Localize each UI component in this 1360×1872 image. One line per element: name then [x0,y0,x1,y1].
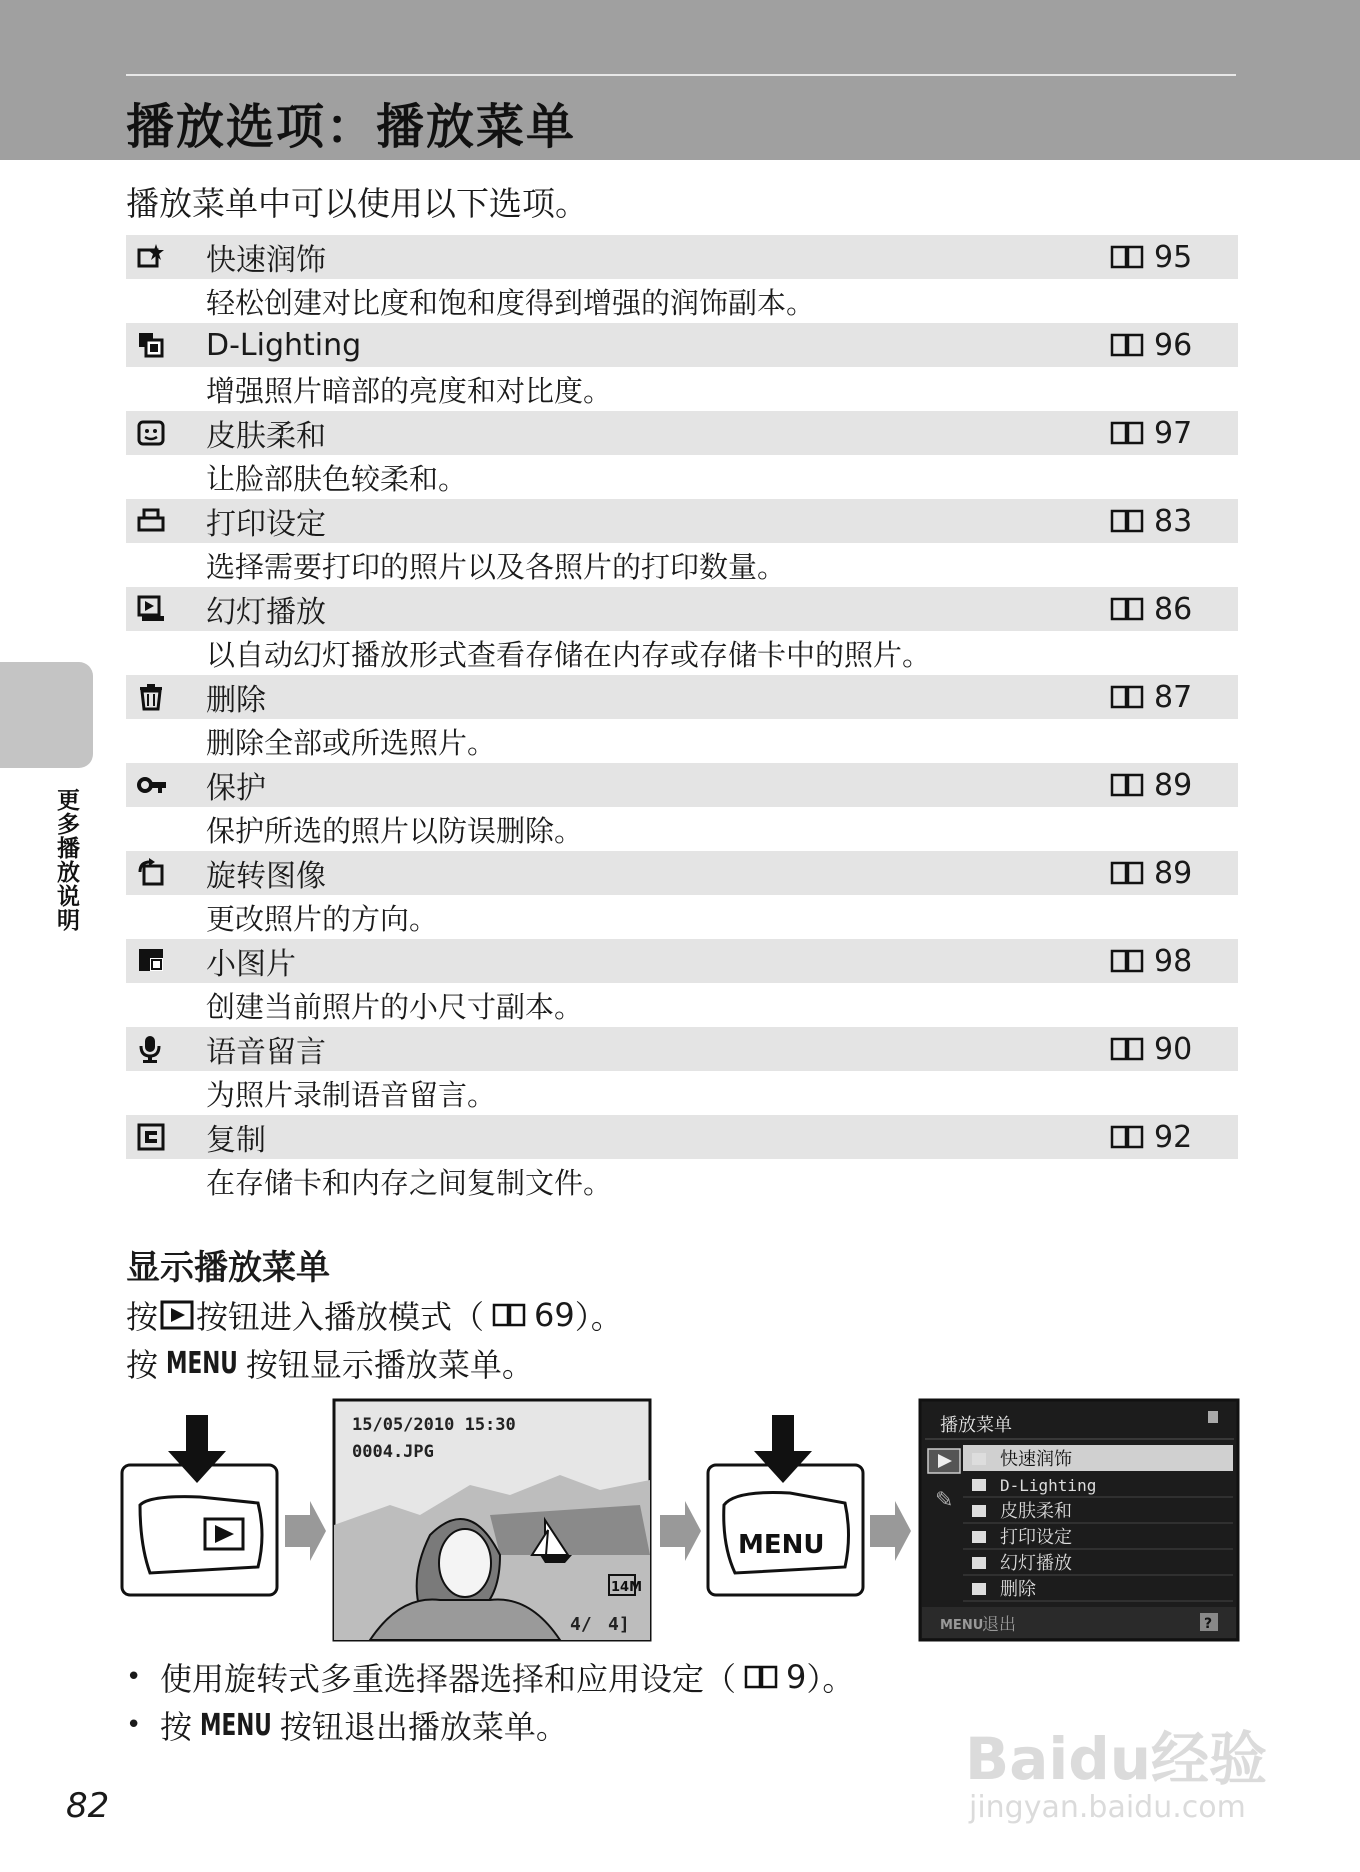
camera-lcd-photo [334,1400,650,1640]
book-reference-icon [1110,244,1144,270]
screen-footer-exit: 退出 [982,1615,1016,1635]
instruction-text: 按钮显示播放菜单。 [245,1346,534,1384]
book-reference-icon [1110,1124,1144,1150]
option-name: 旋转图像 [206,859,326,894]
book-reference-icon [1110,684,1144,710]
option-description: 为照片录制语音留言。 [206,1077,497,1112]
book-reference-icon [744,1664,778,1690]
option-page-ref [1110,768,1238,803]
slideshow-icon [126,594,206,624]
option-name: 快速润饰 [206,243,326,278]
page-reference: 98 [1154,943,1193,979]
lcd-date: 15/05/2010 15:30 [352,1415,516,1435]
option-header [126,763,1238,807]
option-name: 打印设定 [206,507,326,542]
option-row [126,1115,1238,1203]
option-description: 让脸部肤色较柔和。 [206,461,468,496]
page-reference: 87 [1154,679,1193,715]
option-header [126,851,1238,895]
book-reference-icon [492,1302,526,1328]
option-row [126,411,1238,499]
book-reference-icon [1110,332,1144,358]
playback-button-illustration [122,1415,277,1595]
option-page-ref [1110,680,1238,715]
note-text: 按钮退出播放菜单。 [279,1708,568,1746]
arrow-icon [660,1501,701,1561]
screen-title: 播放菜单 [940,1415,1012,1436]
note-text: 按 [160,1708,193,1746]
menu-button-text: MENU [738,1530,825,1560]
watermark [965,1672,1285,1832]
instruction-text: 按钮进入播放模式（ [196,1298,485,1336]
screen-item-2: D-Lighting [1000,1476,1097,1495]
note-item [126,1653,854,1701]
option-description: 创建当前照片的小尺寸副本。 [206,989,584,1024]
menu-button-label: MENU [165,1345,238,1381]
option-page-ref [1110,240,1238,275]
arrow-icon [285,1501,326,1561]
side-tab [0,662,93,768]
copy-icon [126,1122,206,1152]
option-row [126,763,1238,851]
page-number: 82 [66,1786,110,1826]
option-description: 更改照片的方向。 [206,901,439,936]
header-rule [126,74,1236,76]
note-item [126,1701,854,1749]
print-icon [126,506,206,536]
screen-item-6: 删除 [1000,1579,1036,1600]
option-row [126,1027,1238,1115]
option-page-ref [1110,944,1238,979]
option-name: 语音留言 [206,1035,326,1070]
option-description: 增强照片暗部的亮度和对比度。 [206,373,613,408]
option-page-ref [1110,856,1238,891]
option-name: 删除 [206,683,266,718]
screen-item-5: 幻灯播放 [1000,1553,1072,1574]
option-row [126,235,1238,323]
playback-menu-screen [920,1400,1238,1640]
menu-button-illustration [708,1415,863,1595]
option-name: 复制 [206,1123,266,1158]
option-header [126,1115,1238,1159]
intro-text: 播放菜单中可以使用以下选项。 [126,184,588,223]
note-text: ）。 [806,1660,855,1698]
book-reference-icon [1110,596,1144,622]
lcd-counter: 4/ [570,1614,592,1635]
option-header [126,323,1238,367]
option-name: 幻灯播放 [206,595,326,630]
watermark-logo: Baidu经验 [965,1725,1268,1793]
option-description: 以自动幻灯播放形式查看存储在内存或存储卡中的照片。 [206,637,932,672]
d-lighting-icon [126,330,206,360]
book-reference-icon [1110,772,1144,798]
wrench-icon: ✎ [935,1488,954,1513]
option-description: 选择需要打印的照片以及各照片的打印数量。 [206,549,787,584]
option-row [126,851,1238,939]
page-reference: 83 [1154,503,1193,539]
rotate-icon [126,858,206,888]
watermark-url: jingyan.baidu.com [969,1790,1246,1825]
instruction-text: ）。 [574,1298,623,1336]
book-reference-icon [1110,508,1144,534]
lcd-total: 4] [608,1614,630,1635]
option-header [126,1027,1238,1071]
key-icon [126,770,206,800]
bullet-icon: • [126,1710,142,1740]
page-title: 播放选项：播放菜单 [126,99,577,155]
option-header [126,235,1238,279]
menu-button-label: MENU [199,1707,272,1743]
page-reference: 97 [1154,415,1193,451]
option-description: 保护所选的照片以防误删除。 [206,813,584,848]
page-reference: 95 [1154,239,1193,275]
page-reference: 89 [1154,855,1193,891]
option-description: 轻松创建对比度和饱和度得到增强的润饰副本。 [206,285,816,320]
book-reference-icon [1110,860,1144,886]
instruction-text: 按 [126,1298,159,1336]
option-row [126,587,1238,675]
option-header [126,675,1238,719]
option-header [126,411,1238,455]
option-header [126,587,1238,631]
option-row [126,675,1238,763]
options-list [126,235,1238,1203]
instruction-text: 按 [126,1346,159,1384]
instruction-line-1 [126,1292,623,1338]
option-page-ref [1110,1032,1238,1067]
option-page-ref [1110,328,1238,363]
option-name: 皮肤柔和 [206,419,326,454]
option-name: 小图片 [206,947,296,982]
option-name: 保护 [206,771,266,806]
option-description: 在存储卡和内存之间复制文件。 [206,1165,613,1200]
book-reference-icon [1110,1036,1144,1062]
page-reference: 89 [1154,767,1193,803]
small-picture-icon [126,946,206,976]
lcd-image-size: 14M [611,1580,643,1595]
trash-icon [126,682,206,712]
page-reference: 9 [786,1658,807,1696]
section-title: 显示播放菜单 [126,1248,330,1288]
option-name: D-Lighting [206,327,362,363]
option-row [126,323,1238,411]
option-page-ref [1110,1120,1238,1155]
microphone-icon [126,1034,206,1064]
book-reference-icon [1110,948,1144,974]
skin-softening-icon [126,418,206,448]
screen-help: ? [1204,1616,1213,1632]
screen-item-1: 快速润饰 [1000,1449,1072,1470]
notes-list [126,1653,854,1749]
arrow-icon [870,1501,911,1561]
page-reference: 90 [1154,1031,1193,1067]
option-row [126,939,1238,1027]
option-page-ref [1110,592,1238,627]
procedure-diagram [0,1395,1360,1645]
bullet-icon: • [126,1662,142,1692]
option-page-ref [1110,504,1238,539]
screen-footer-menu: MENU [940,1618,984,1633]
screen-item-4: 打印设定 [1000,1527,1072,1548]
note-text: 使用旋转式多重选择器选择和应用设定（ [160,1660,737,1698]
option-header [126,499,1238,543]
book-reference-icon [1110,420,1144,446]
lcd-filename: 0004.JPG [352,1442,434,1462]
page-reference: 92 [1154,1119,1193,1155]
instruction-line-2 [126,1340,534,1386]
option-row [126,499,1238,587]
option-description: 删除全部或所选照片。 [206,725,497,760]
playback-button-icon [160,1300,194,1330]
option-page-ref [1110,416,1238,451]
page-reference: 96 [1154,327,1193,363]
screen-item-3: 皮肤柔和 [1000,1501,1072,1522]
side-label: 更多播放说明 [53,788,79,932]
page-reference: 69 [534,1296,575,1334]
option-header [126,939,1238,983]
quick-retouch-icon [126,242,206,272]
page-reference: 86 [1154,591,1193,627]
